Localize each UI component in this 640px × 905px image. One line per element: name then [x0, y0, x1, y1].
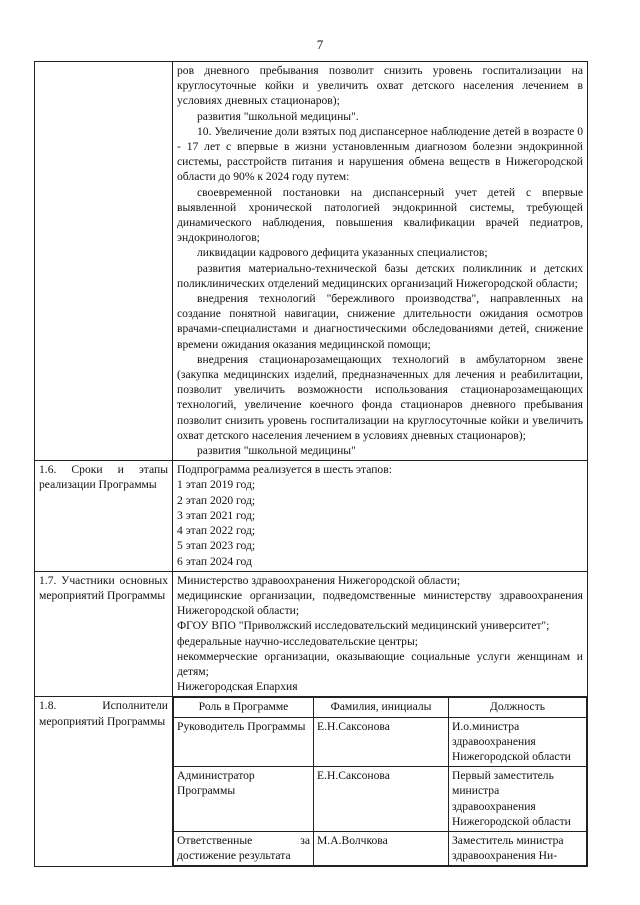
- name-cell: Е.Н.Саксонова: [314, 717, 449, 767]
- header-position: Должность: [449, 698, 587, 717]
- header-role: Роль в Программе: [174, 698, 314, 717]
- participant-line: некоммерческие организации, оказывающие социальные услуги женщинам и детям;: [177, 649, 583, 678]
- stage-line: 4 этап 2022 год;: [177, 524, 256, 538]
- section-1-8-content: [173, 697, 588, 867]
- participant-line: Нижегородская Епархия: [177, 680, 298, 694]
- paragraph: внедрения технологий "бережливого производства", направленных на создание понятной навигации, снижение длительности ожидания осмотров врачами-специалистами и диагностическими обследованиями детей, снижение времени ожидания оказания медицинской помощи;: [177, 292, 583, 351]
- paragraph: развития материально-технической базы детских поликлиник и детских поликлинических отделений медицинских организаций Нижегородской области;: [177, 261, 583, 290]
- paragraph: развития "школьной медицины".: [197, 109, 359, 123]
- paragraph: ликвидации кадрового дефицита указанных специалистов;: [197, 246, 488, 260]
- participant-line: федеральные научно-исследовательские центры;: [177, 634, 418, 648]
- participant-line: медицинские организации, подведомственные министерству здравоохранения Нижегородской области;: [177, 588, 583, 618]
- paragraph: развития "школьной медицины": [197, 444, 356, 458]
- stage-line: Подпрограмма реализуется в шесть этапов:: [177, 463, 392, 477]
- section-1-7-row: [35, 571, 588, 697]
- section-1-8-label: 1.8. Исполнители мероприятий Программы: [35, 697, 173, 867]
- header-name: Фамилия, инициалы: [314, 698, 449, 717]
- table-row: [174, 831, 587, 865]
- stage-line: 1 этап 2019 год;: [177, 478, 256, 492]
- passport-table: [34, 61, 588, 867]
- role-cell: Руководитель Программы: [174, 717, 314, 767]
- executors-header-row: [174, 698, 587, 717]
- paragraph: внедрения стационарозамещающих технологий в амбулаторном звене (закупка медицинских изделий, предназначенных для лечения и реабилитации, позволит увеличить возможности использования стационарозамещающих технологий, увеличение коечного фонда стационаров дневного пребывания позволит снизить уровень госпитализации на круглосуточные койки и увеличить охват детского населения лечением в условиях дневных стационаров);: [177, 352, 583, 442]
- section-1-7-label: 1.7. Участники основных мероприятий Программы: [35, 571, 173, 697]
- table-row: [174, 767, 587, 832]
- section-1-7-content: [173, 571, 588, 697]
- role-cell: Администратор Программы: [174, 767, 314, 832]
- continuation-content-cell: [173, 62, 588, 461]
- participant-line: ФГОУ ВПО "Приволжский исследовательский медицинский университет";: [177, 619, 550, 633]
- stage-line: 6 этап 2024 год: [177, 554, 252, 568]
- position-cell: И.о.министра здравоохранения Нижегородской области: [449, 717, 587, 767]
- paragraph: ров дневного пребывания позволит снизить уровень госпитализации на круглосуточные койки и увеличить охват детского населения лечением в условиях дневных стационаров);: [177, 64, 583, 108]
- continuation-row: [35, 62, 588, 461]
- continuation-label-cell: [35, 62, 173, 461]
- stage-line: 3 этап 2021 год;: [177, 508, 256, 522]
- role-cell: Ответственные за достижение результата: [174, 831, 314, 865]
- position-cell: Заместитель министра здравоохранения Ни-: [449, 831, 587, 865]
- page-number: 7: [316, 37, 324, 52]
- section-1-6-row: [35, 461, 588, 571]
- name-cell: М.А.Волчкова: [314, 831, 449, 865]
- executors-table: [173, 697, 587, 866]
- table-row: [174, 717, 587, 767]
- position-cell: Первый заместитель министра здравоохранения Нижегородской области: [449, 767, 587, 832]
- section-1-6-content: [173, 461, 588, 571]
- participant-line: Министерство здравоохранения Нижегородской области;: [177, 573, 461, 587]
- stage-line: 2 этап 2020 год;: [177, 493, 256, 507]
- paragraph: 10. Увеличение доли взятых под диспансерное наблюдение детей в возрасте 0 - 17 лет с впервые в жизни установленным диагнозом болезни эндокринной системы, расстройств питания и нарушения обмена веществ в Нижегородской области до 90% к 2024 году путем:: [177, 124, 583, 184]
- section-1-6-label: 1.6. Сроки и этапы реализации Программы: [35, 461, 173, 571]
- name-cell: Е.Н.Саксонова: [314, 767, 449, 832]
- section-1-8-row: [35, 697, 588, 867]
- paragraph: своевременной постановки на диспансерный учет детей с впервые выявленной хронической патологией эндокринной системы, требующей динамического наблюдения, повышения квалификации врачей педиатров, эндокринологов;: [177, 185, 583, 245]
- stage-line: 5 этап 2023 год;: [177, 539, 256, 553]
